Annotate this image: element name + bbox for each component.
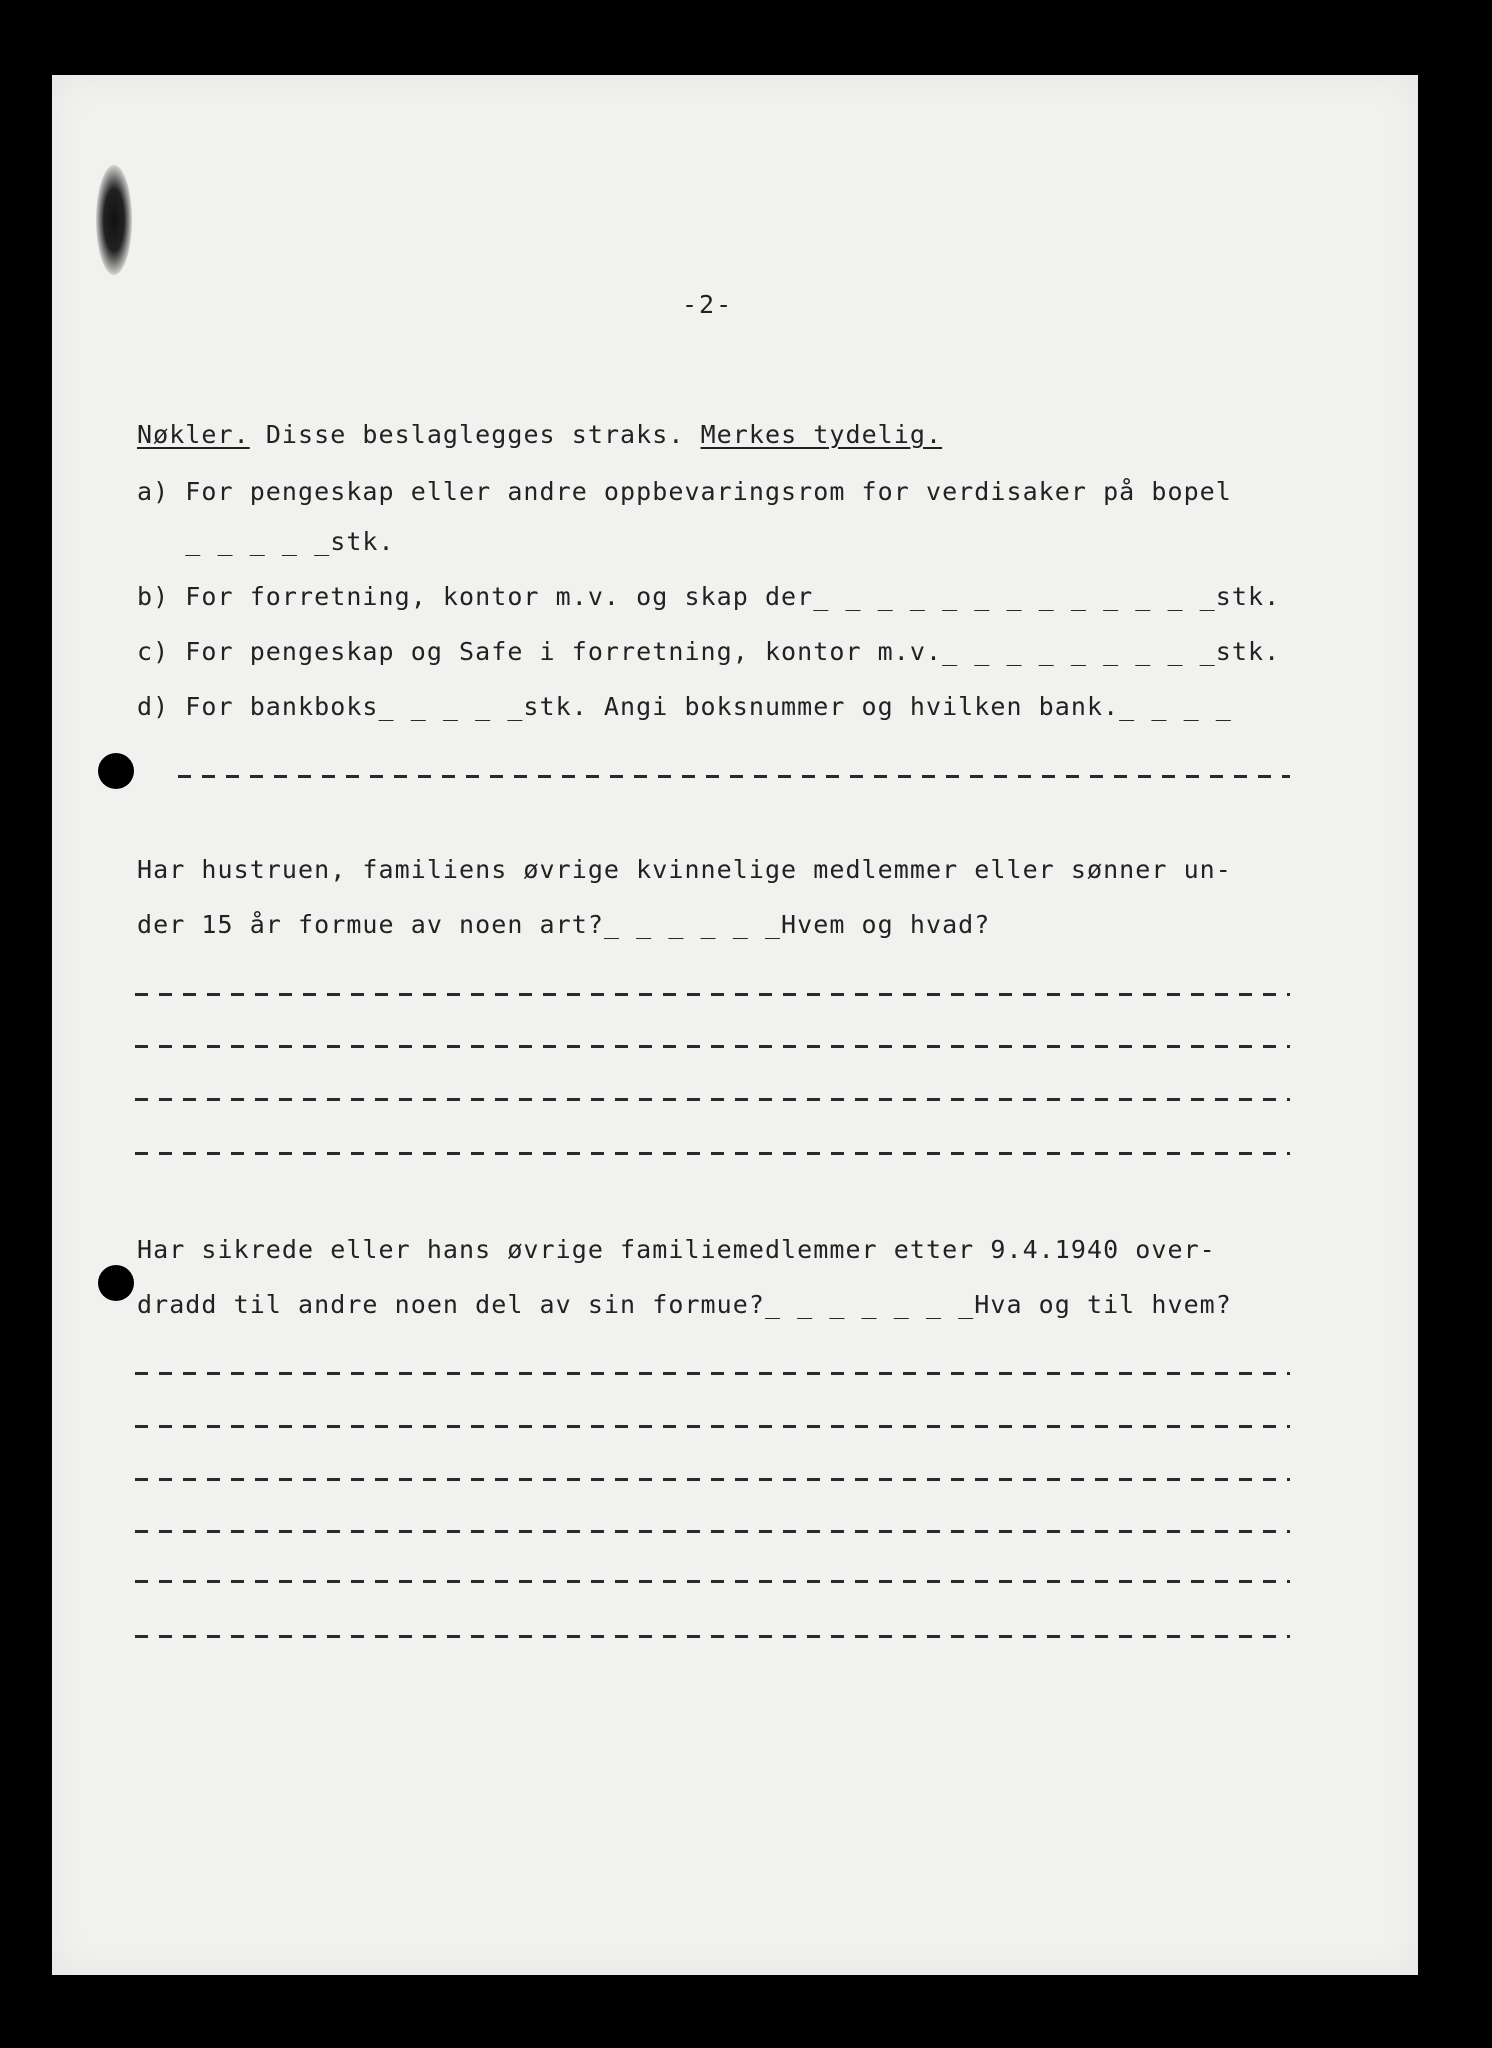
key-item-b: b) For forretning, kontor m.v. og skap der_ _ _ _ _ _ _ _ _ _ _ _ _stk. [137, 582, 1281, 611]
document-page [52, 75, 1418, 1975]
answer-line [135, 1580, 1290, 1583]
keys-heading-line [137, 420, 942, 450]
answer-line [178, 775, 1290, 778]
key-item-c: c) For pengeskap og Safe i forretning, kontor m.v._ _ _ _ _ _ _ _ _stk. [137, 637, 1281, 666]
answer-line [135, 1045, 1290, 1048]
keys-emphasis: Merkes tydelig. [700, 420, 943, 449]
answer-line [135, 1425, 1290, 1428]
key-item-a: a) For pengeskap eller andre oppbevaringsrom for verdisaker på bopel [137, 477, 1232, 506]
answer-line [135, 993, 1290, 996]
keys-heading: Nøkler. [137, 420, 250, 449]
answer-line [135, 1372, 1290, 1375]
key-item-a-count: _ _ _ _ _stk. [137, 527, 395, 556]
key-item-d: d) For bankboks_ _ _ _ _stk. Angi boksnummer og hvilken bank._ _ _ _ [137, 692, 1232, 721]
answer-line [135, 1152, 1290, 1155]
ink-smudge [96, 165, 132, 275]
question-wife-line2: der 15 år formue av noen art?_ _ _ _ _ _Hvem og hvad? [137, 910, 991, 939]
answer-line [135, 1530, 1290, 1533]
question-wife-line1: Har hustruen, familiens øvrige kvinnelige medlemmer eller sønner un- [137, 855, 1232, 884]
punch-hole-top [98, 753, 134, 789]
question-transfer-line1: Har sikrede eller hans øvrige familiemedlemmer etter 9.4.1940 over- [137, 1235, 1216, 1264]
answer-line [135, 1098, 1290, 1101]
answer-line [135, 1478, 1290, 1481]
page-number: -2- [682, 290, 734, 319]
keys-intro: Disse beslaglegges straks. [249, 420, 701, 449]
punch-hole-bottom [98, 1265, 134, 1301]
answer-line [135, 1635, 1290, 1638]
question-transfer-line2: dradd til andre noen del av sin formue?_ _ _ _ _ _ _Hva og til hvem? [137, 1290, 1232, 1319]
